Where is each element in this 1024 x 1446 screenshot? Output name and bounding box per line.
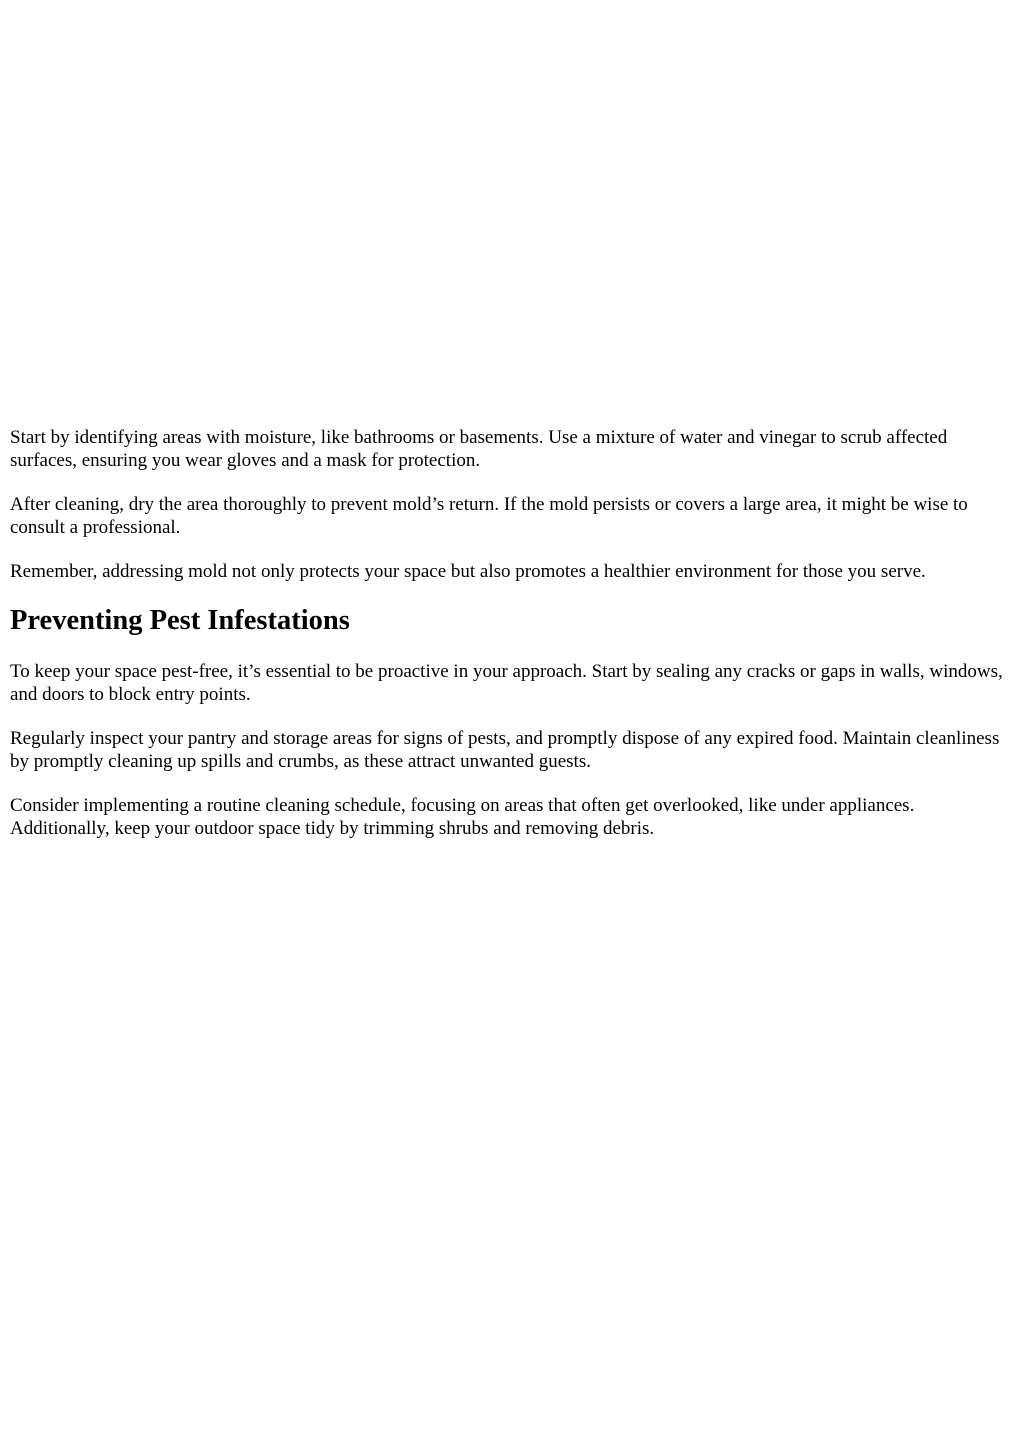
paragraph-inspect-pantry: Regularly inspect your pantry and storage areas for signs of pests, and promptly dispose of any expired food. Maintain cleanliness by promptly cleaning up spills and crumbs, as these attract unwanted guests. [10,728,1000,772]
paragraph-moisture-areas: Start by identifying areas with moisture, like bathrooms or basements. Use a mixture of water and vinegar to scrub affected surfaces, ensuring you wear gloves and a mask for protection. [10,427,948,471]
paragraph-seal-cracks: To keep your space pest-free, it’s essential to be proactive in your approach. Start by sealing any cracks or gaps in walls, windows, and doors to block entry points. [10,661,1003,705]
paragraph-cleaning-schedule: Consider implementing a routine cleaning schedule, focusing on areas that often get overlooked, like under appliances. Additionally, keep your outdoor space tidy by trimming shrubs and removing debris. [10,795,915,839]
paragraph-mold-benefits: Remember, addressing mold not only protects your space but also promotes a healthier environment for those you serve. [10,561,926,582]
document-page [10,426,1010,861]
paragraph-dry-area: After cleaning, dry the area thoroughly to prevent mold’s return. If the mold persists or covers a large area, it might be wise to consult a professional. [10,494,968,538]
section-heading: Preventing Pest Infestations [10,605,350,636]
